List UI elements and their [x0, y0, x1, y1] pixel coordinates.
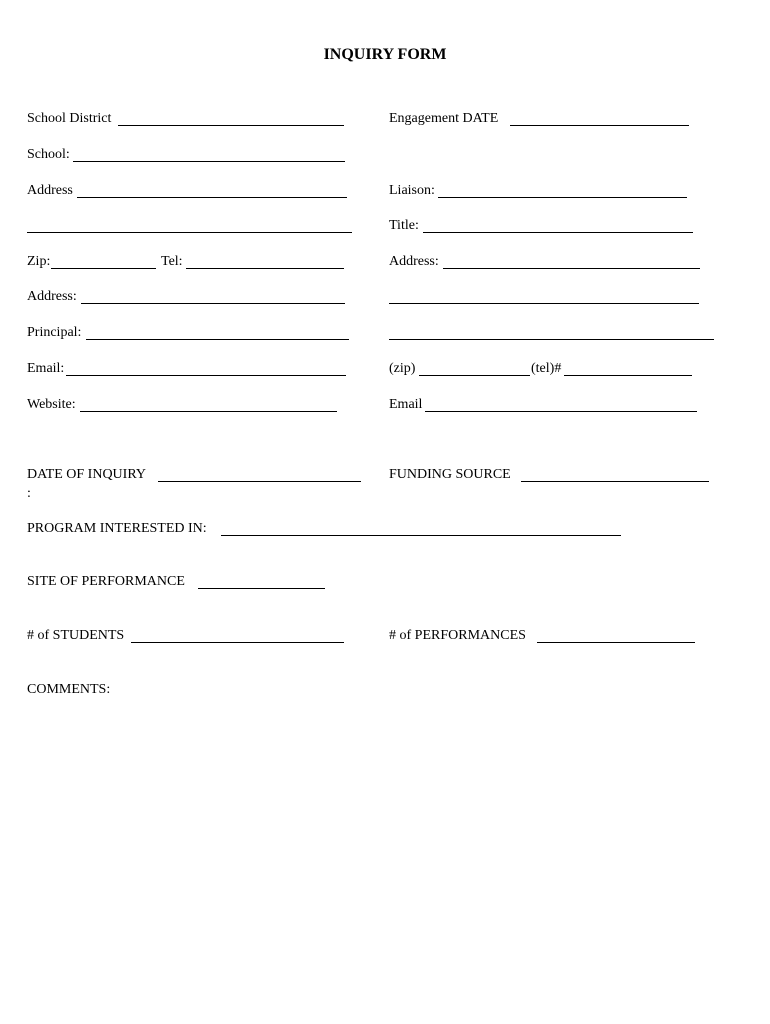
principal-field[interactable]	[86, 339, 349, 340]
liaison-address-line-3-field[interactable]	[389, 339, 714, 340]
email-label: Email:	[27, 361, 65, 376]
liaison-tel-field[interactable]	[564, 375, 692, 376]
address-2-field[interactable]	[81, 303, 345, 304]
liaison-label: Liaison:	[389, 183, 435, 198]
program-interested-label: PROGRAM INTERESTED IN:	[27, 521, 207, 536]
liaison-title-label: Title:	[389, 218, 419, 233]
liaison-email-field[interactable]	[425, 411, 697, 412]
site-of-performance-label: SITE OF PERFORMANCE	[27, 574, 185, 589]
performances-label: # of PERFORMANCES	[389, 628, 526, 643]
liaison-email-label: Email	[389, 397, 423, 412]
email-field[interactable]	[66, 375, 346, 376]
engagement-date-label: Engagement DATE	[389, 111, 499, 126]
liaison-zip-label: (zip)	[389, 361, 416, 376]
principal-label: Principal:	[27, 325, 82, 340]
site-of-performance-field[interactable]	[198, 588, 325, 589]
address-label: Address	[27, 183, 73, 198]
liaison-title-field[interactable]	[423, 232, 693, 233]
liaison-field[interactable]	[438, 197, 687, 198]
zip-field[interactable]	[51, 268, 156, 269]
website-label: Website:	[27, 397, 76, 412]
liaison-address-field[interactable]	[443, 268, 700, 269]
school-district-label: School District	[27, 111, 112, 126]
address-field[interactable]	[77, 197, 347, 198]
comments-label: COMMENTS:	[27, 682, 111, 697]
liaison-address-label: Address:	[389, 254, 439, 269]
liaison-tel-label: (tel)#	[531, 361, 562, 376]
date-of-inquiry-field[interactable]	[158, 481, 361, 482]
students-field[interactable]	[131, 642, 344, 643]
school-district-field[interactable]	[118, 125, 344, 126]
tel-field[interactable]	[186, 268, 344, 269]
zip-label: Zip:	[27, 254, 51, 269]
website-field[interactable]	[80, 411, 337, 412]
funding-source-label: FUNDING SOURCE	[389, 467, 511, 482]
address-2-label: Address:	[27, 289, 77, 304]
tel-label: Tel:	[161, 254, 183, 269]
program-interested-field[interactable]	[221, 535, 621, 536]
school-field[interactable]	[73, 161, 345, 162]
liaison-address-line-2-field[interactable]	[389, 303, 699, 304]
date-of-inquiry-colon: :	[27, 486, 31, 501]
school-label: School:	[27, 147, 70, 162]
form-title: INQUIRY FORM	[323, 46, 447, 63]
liaison-zip-field[interactable]	[419, 375, 530, 376]
address-line-2-field[interactable]	[27, 232, 352, 233]
funding-source-field[interactable]	[521, 481, 709, 482]
date-of-inquiry-label: DATE OF INQUIRY	[27, 467, 146, 482]
engagement-date-field[interactable]	[510, 125, 689, 126]
performances-field[interactable]	[537, 642, 695, 643]
students-label: # of STUDENTS	[27, 628, 125, 643]
